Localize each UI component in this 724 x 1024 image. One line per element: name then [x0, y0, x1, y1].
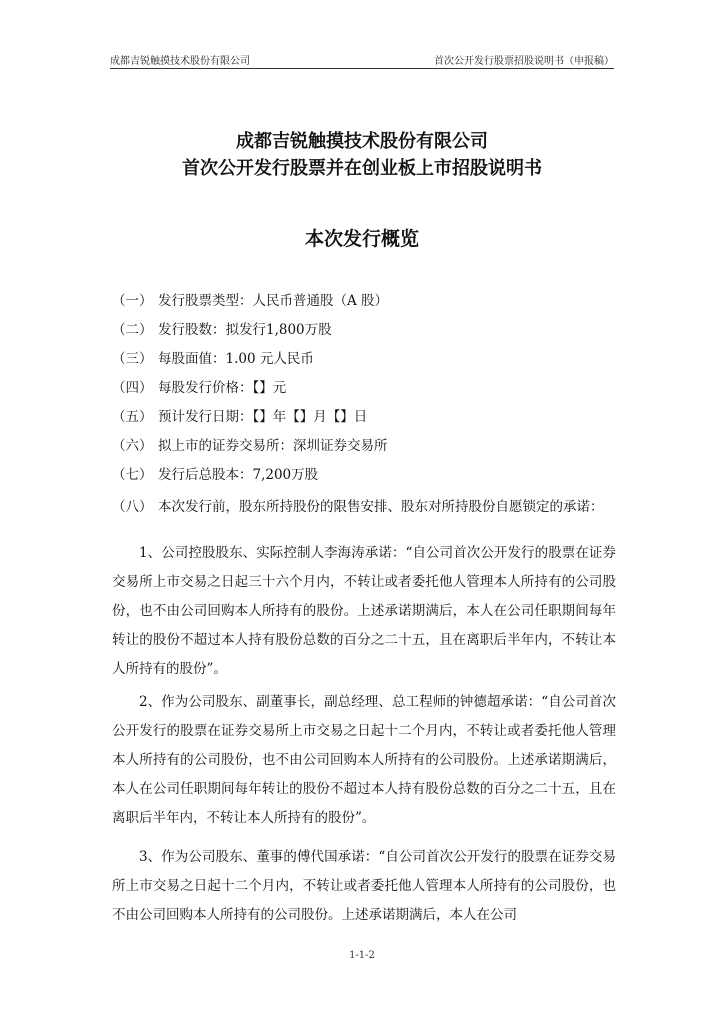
- item-number: （五）: [112, 409, 153, 425]
- document-title-line1: 成都吉锐触摸技术股份有限公司: [236, 131, 488, 152]
- item-text: 每股面值：1.00 元人民币: [158, 351, 314, 367]
- list-item: [112, 464, 616, 493]
- item-number: （一）: [112, 293, 153, 309]
- item-number: （七）: [112, 467, 153, 483]
- item-number: （四）: [112, 380, 153, 396]
- item-text: 拟上市的证券交易所：深圳证券交易所: [158, 438, 388, 454]
- item-text: 发行股票类型：人民币普通股（A 股）: [158, 293, 389, 309]
- page-header: [110, 50, 614, 69]
- list-item: [112, 290, 616, 319]
- section-title: 本次发行概览: [304, 228, 419, 250]
- item-number: （二）: [112, 322, 153, 338]
- header-document-title: 首次公开发行股票招股说明书（申报稿）: [434, 56, 614, 67]
- item-text: 发行股数：拟发行1,800万股: [158, 322, 332, 338]
- header-company: 成都吉锐触摸技术股份有限公司: [110, 56, 250, 67]
- list-item: [112, 377, 616, 406]
- item-number: （三）: [112, 351, 153, 367]
- list-item: [112, 406, 616, 435]
- list-item: [112, 435, 616, 464]
- item-text: 发行后总股本：7,200万股: [158, 467, 319, 483]
- item-number: （六）: [112, 438, 153, 454]
- item-text: 本次发行前，股东所持股份的限售安排、股东对所持股份自愿锁定的承诺：: [158, 499, 604, 515]
- commitment-paragraph-2: 2、作为公司股东、副董事长，副总经理、总工程师的钟德超承诺：“自公司首次公开发行的股票在证券交易所上市交易之日起十二个月内，不转让或者委托他人管理本人所持有的公司股份，也不由公司回购本人所持有的公司股份。上述承诺期满后，本人在公司任职期间每年转让的股份不超过本人持有股份总数的百分之二十五，且在离职后半年内，不转让本人所持有的股份”。: [112, 694, 616, 826]
- item-text: 每股发行价格：【】元: [158, 380, 287, 396]
- page-number: 1-1-2: [349, 950, 375, 961]
- offering-summary-list: [112, 290, 616, 522]
- item-text: 预计发行日期：【】年【】月【】日: [158, 409, 368, 425]
- list-item: [112, 493, 616, 522]
- item-number: （八）: [112, 499, 153, 515]
- commitment-paragraph-1: 1、公司控股股东、实际控制人李海涛承诺：“自公司首次公开发行的股票在证券交易所上市交易之日起三十六个月内，不转让或者委托他人管理本人所持有的公司股份，也不由公司回购本人所持有的股份。上述承诺期满后，本人在公司任职期间每年转让的股份不超过本人持有股份总数的百分之二十五，且在离职后半年内，不转让本人所持有的股份”。: [112, 545, 616, 677]
- document-title-line2: 首次公开发行股票并在创业板上市招股说明书: [182, 158, 542, 179]
- commitment-paragraph-3: 3、作为公司股东、董事的傅代国承诺：“自公司首次公开发行的股票在证券交易所上市交易之日起十二个月内，不转让或者委托他人管理本人所持有的公司股份，也不由公司回购本人所持有的公司股份。上述承诺期满后，本人在公司: [112, 849, 616, 923]
- list-item: [112, 319, 616, 348]
- list-item: [112, 348, 616, 377]
